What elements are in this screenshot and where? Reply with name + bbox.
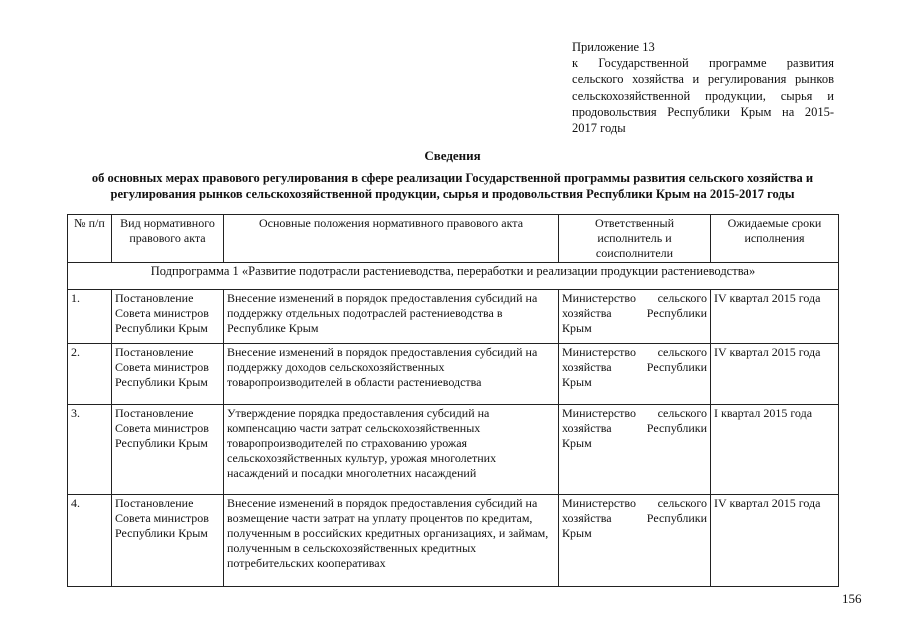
subprogram-title: Подпрограмма 1 «Развитие подотрасли растениеводства, переработки и реализации продукции растениеводства» — [68, 263, 839, 290]
row-number: 4. — [68, 495, 112, 587]
row-provisions: Внесение изменений в порядок предоставления субсидий на поддержку доходов сельскохозяйственных товаропроизводителей в области растениеводства — [224, 344, 559, 405]
measures-table — [67, 214, 839, 587]
row-deadline: IV квартал 2015 года — [711, 344, 839, 405]
row-provisions: Внесение изменений в порядок предоставления субсидий на возмещение части затрат на уплату процентов по кредитам, полученным в российских кредитных организациях, и займам, полученным в сельскохозяйственных кредитных потребительских кооперативах — [224, 495, 559, 587]
table-row — [68, 495, 839, 587]
row-deadline: IV квартал 2015 года — [711, 290, 839, 344]
document-title: Сведения — [424, 148, 481, 163]
table-row — [68, 290, 839, 344]
subtitle-line: об основных мерах правового регулирования в сфере реализации Государственной программы развития сельского хозяйства и — [91, 171, 814, 185]
appendix-line: сельскохозяйственной продукции, сырья и — [572, 88, 834, 103]
row-executor: Министерство сельского хозяйства Республики Крым — [559, 495, 711, 587]
row-executor: Министерство сельского хозяйства Республики Крым — [559, 405, 711, 495]
table-row — [68, 344, 839, 405]
table-row — [68, 405, 839, 495]
appendix-line: продовольствия Республики Крым на 2015- — [572, 104, 834, 119]
appendix-line: Приложение 13 — [572, 40, 655, 54]
row-number: 1. — [68, 290, 112, 344]
row-provisions: Утверждение порядка предоставления субсидий на компенсацию части затрат сельскохозяйственных товаропроизводителей по страхованию урожая сельскохозяйственных культур, урожая многолетних насаждений и посадки многолетних насаждений — [224, 405, 559, 495]
subtitle-line: регулирования рынков сельскохозяйственной продукции, сырья и продовольствия Республики Крым на 2015-2017 годы — [110, 187, 795, 201]
column-header-provisions: Основные положения нормативного правового акта — [224, 215, 559, 263]
column-header-number: № п/п — [68, 215, 112, 263]
page-number: 156 — [842, 591, 862, 606]
row-deadline: I квартал 2015 года — [711, 405, 839, 495]
appendix-line: сельского хозяйства и регулирования рынков — [572, 72, 834, 87]
row-number: 3. — [68, 405, 112, 495]
document-subtitle — [40, 170, 865, 202]
row-act-type: Постановление Совета министров Республики Крым — [112, 405, 224, 495]
row-act-type: Постановление Совета министров Республики Крым — [112, 495, 224, 587]
column-header-executor: Ответственный исполнитель и соисполнители — [559, 215, 711, 263]
row-executor: Министерство сельского хозяйства Республики Крым — [559, 344, 711, 405]
appendix-line: 2017 годы — [572, 121, 626, 136]
row-executor: Министерство сельского хозяйства Республики Крым — [559, 290, 711, 344]
appendix-line: к Государственной программе развития — [572, 56, 834, 71]
row-deadline: IV квартал 2015 года — [711, 495, 839, 587]
table-header-row — [68, 215, 839, 263]
row-act-type: Постановление Совета министров Республики Крым — [112, 290, 224, 344]
column-header-act-type: Вид нормативного правового акта — [112, 215, 224, 263]
row-provisions: Внесение изменений в порядок предоставления субсидий на поддержку отдельных подотраслей растениеводства в Республике Крым — [224, 290, 559, 344]
subprogram-row — [68, 263, 839, 290]
column-header-deadline: Ожидаемые сроки исполнения — [711, 215, 839, 263]
appendix-block — [572, 39, 834, 136]
row-number: 2. — [68, 344, 112, 405]
row-act-type: Постановление Совета министров Республики Крым — [112, 344, 224, 405]
